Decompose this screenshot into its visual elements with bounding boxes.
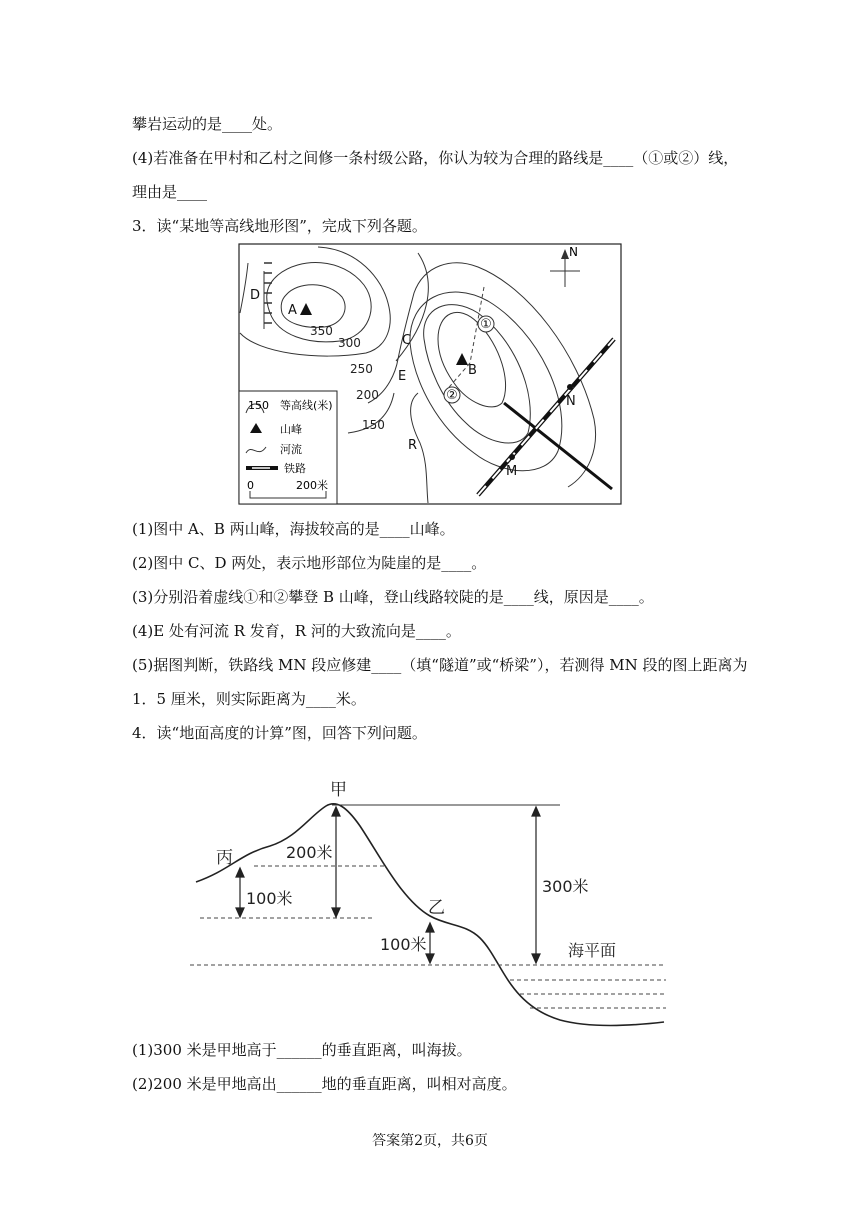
north-label: N [569,245,578,259]
map-legend [239,391,337,504]
label-100m-upper: 100米 [246,889,293,908]
point-a-label: A [288,303,297,318]
legend-contour-label: 等高线(米) [280,399,333,412]
question-4-2: (2)200 米是甲地高出______地的垂直距离，叫相对高度。 [132,1075,517,1093]
label-yi: 乙 [428,898,445,918]
legend-contour-value: 150 [248,399,269,412]
contour-label-300: 300 [338,336,361,350]
point-b-label: B [468,363,477,378]
contour-label-150: 150 [362,418,385,432]
point-c-label: C [402,333,412,348]
question-3-1: (1)图中 A、B 两山峰，海拔较高的是____山峰。 [132,520,455,538]
scale-zero-label: 0 [247,479,254,492]
question-4-title: 4．读“地面高度的计算”图，回答下列问题。 [132,724,427,742]
label-300m: 300米 [542,877,589,896]
river-r-label: R [408,438,418,453]
scale-value-label: 200米 [296,479,328,492]
point-n-label: N [566,394,576,409]
question-3-4: (4)E 处有河流 R 发育，R 河的大致流向是____。 [132,622,461,640]
question-2-4-reason: 理由是____ [132,183,208,201]
contour-label-250: 250 [350,362,373,376]
label-100m-lower: 100米 [380,935,427,954]
page-footer: 答案第2页，共6页 [372,1133,488,1149]
question-3-3: (3)分别沿着虚线①和②攀登 B 山峰，登山线路较陡的是____线，原因是____。 [132,588,654,606]
legend-river-label: 河流 [280,443,302,456]
question-2-3-tail: 攀岩运动的是____处。 [132,115,283,133]
question-3-5-cont: 1．5 厘米，则实际距离为____米。 [132,690,366,708]
question-3-2: (2)图中 C、D 两处，表示地形部位为陡崖的是____。 [132,554,487,572]
contour-map [238,243,622,505]
point-e-label: E [398,369,407,384]
label-200m: 200米 [286,843,333,862]
route-2-label: ② [446,388,458,403]
legend-peak-label: 山峰 [280,423,302,436]
question-4-1: (1)300 米是甲地高于______的垂直距离，叫海拔。 [132,1041,472,1059]
legend-rail-label: 铁路 [284,462,306,475]
question-2-4: (4)若准备在甲村和乙村之间修一条村级公路，你认为较为合理的路线是____（①或②）线， [132,149,739,167]
point-d-label: D [250,288,261,303]
route-1-label: ① [480,317,492,332]
height-profile-diagram [190,770,670,1032]
question-3-5: (5)据图判断，铁路线 MN 段应修建____（填“隧道”或“桥梁”），若测得 MN 段的图上距离为 [132,656,748,674]
contour-label-200: 200 [356,388,379,402]
contour-label-350: 350 [310,324,333,338]
question-3-title: 3．读“某地等高线地形图”，完成下列各题。 [132,217,427,235]
label-sea-level: 海平面 [568,941,617,960]
label-jia: 甲 [330,780,347,800]
label-bing: 丙 [216,848,233,868]
point-m-label: M [506,464,518,479]
